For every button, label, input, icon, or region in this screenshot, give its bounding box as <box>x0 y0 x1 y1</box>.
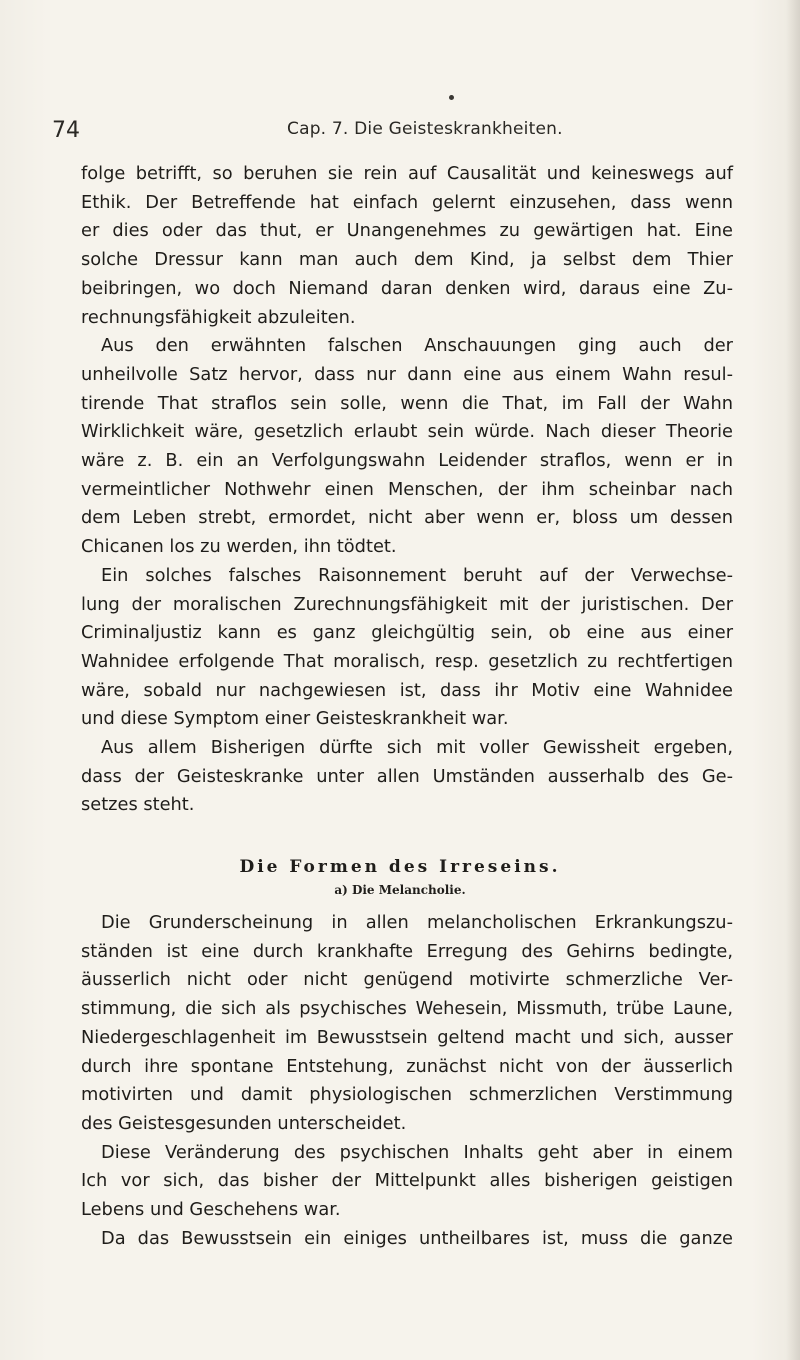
text-line: solche Dressur kann man auch dem Kind, ja selbst dem Thier <box>81 249 733 271</box>
paragraph-start-line: Die Grunderscheinung in allen melancholischen Erkrankungszu- <box>101 912 733 933</box>
text-line: vermeintlicher Nothwehr einen Menschen, der ihm scheinbar nach <box>81 478 733 500</box>
text-line: Wirklichkeit wäre, gesetzlich erlaubt sein würde. Nach dieser Theorie <box>81 421 733 443</box>
text-line: Wahnidee erfolgende That moralisch, resp. gesetzlich zu rechtfertigen <box>81 650 733 672</box>
body-text-part-1 <box>81 160 733 820</box>
text-line: setzes steht. <box>81 794 195 816</box>
text-line: Criminaljustiz kann es ganz gleichgültig sein, ob eine aus einer <box>81 622 733 644</box>
text-line: unheilvolle Satz hervor, dass nur dann eine aus einem Wahn resul- <box>81 363 733 385</box>
text-line: rechnungsfähigkeit abzuleiten. <box>81 306 356 328</box>
text-line: Niedergeschlagenheit im Bewusstsein geltend macht und sich, ausser <box>81 1026 733 1048</box>
paragraph-start-line: Aus den erwähnten falschen Anschauungen ging auch der <box>101 335 733 357</box>
subsection-heading: a) Die Melancholie. <box>334 883 466 897</box>
text-line: durch ihre spontane Entstehung, zunächst nicht von der äusserlich <box>81 1055 733 1077</box>
text-line: wäre, sobald nur nachgewiesen ist, dass ihr Motiv eine Wahnidee <box>81 679 733 701</box>
text-line: und diese Symptom einer Geisteskrankheit war. <box>81 708 509 730</box>
page-number: 74 <box>52 118 80 143</box>
page-edge-shadow <box>786 0 800 1360</box>
text-line: folge betrifft, so beruhen sie rein auf Causalität und keineswegs auf <box>81 163 733 184</box>
text-line: beibringen, wo doch Niemand daran denken wird, daraus eine Zu- <box>81 277 733 299</box>
text-line: stimmung, die sich als psychisches Wehesein, Missmuth, trübe Laune, <box>81 998 733 1020</box>
text-line: motivirten und damit physiologischen schmerzlichen Verstimmung <box>81 1084 733 1106</box>
section-heading: Die Formen des Irreseins. <box>239 857 561 877</box>
body-text-part-2 <box>81 909 733 1253</box>
text-line: dass der Geisteskranke unter allen Umständen ausserhalb des Ge- <box>81 765 733 787</box>
paragraph-start-line: Ein solches falsches Raisonnement beruht auf der Verwechse- <box>101 564 733 586</box>
text-line: lung der moralischen Zurechnungsfähigkeit mit der juristischen. Der <box>81 593 733 615</box>
paragraph-start-line: Aus allem Bisherigen dürfte sich mit voller Gewissheit ergeben, <box>101 737 733 759</box>
text-line: dem Leben strebt, ermordet, nicht aber wenn er, bloss um dessen <box>81 507 733 529</box>
text-line: er dies oder das thut, er Unangenehmes zu gewärtigen hat. Eine <box>81 220 733 242</box>
chapter-title: Cap. 7. Die Geisteskrankheiten. <box>287 119 563 139</box>
text-line: tirende That straflos sein solle, wenn die That, im Fall der Wahn <box>81 392 733 414</box>
text-line: Ich vor sich, das bisher der Mittelpunkt alles bisherigen geistigen <box>81 1170 733 1192</box>
print-speck <box>449 95 454 100</box>
paragraph-start-line: Diese Veränderung des psychischen Inhalts geht aber in einem <box>101 1141 733 1163</box>
text-line: Chicanen los zu werden, ihn tödtet. <box>81 536 397 558</box>
paragraph-start-line: Da das Bewusstsein ein einiges untheilbares ist, muss die ganze <box>101 1227 733 1249</box>
text-line: ständen ist eine durch krankhafte Erregung des Gehirns bedingte, <box>81 940 733 962</box>
text-line: Lebens und Geschehens war. <box>81 1199 341 1221</box>
text-line: äusserlich nicht oder nicht genügend motivirte schmerzliche Ver- <box>81 969 733 991</box>
text-line: Ethik. Der Betreffende hat einfach gelernt einzusehen, dass wenn <box>81 191 733 213</box>
running-head <box>52 118 752 144</box>
text-line: des Geistesgesunden unterscheidet. <box>81 1112 407 1134</box>
text-line: wäre z. B. ein an Verfolgungswahn Leidender straflos, wenn er in <box>81 450 733 472</box>
